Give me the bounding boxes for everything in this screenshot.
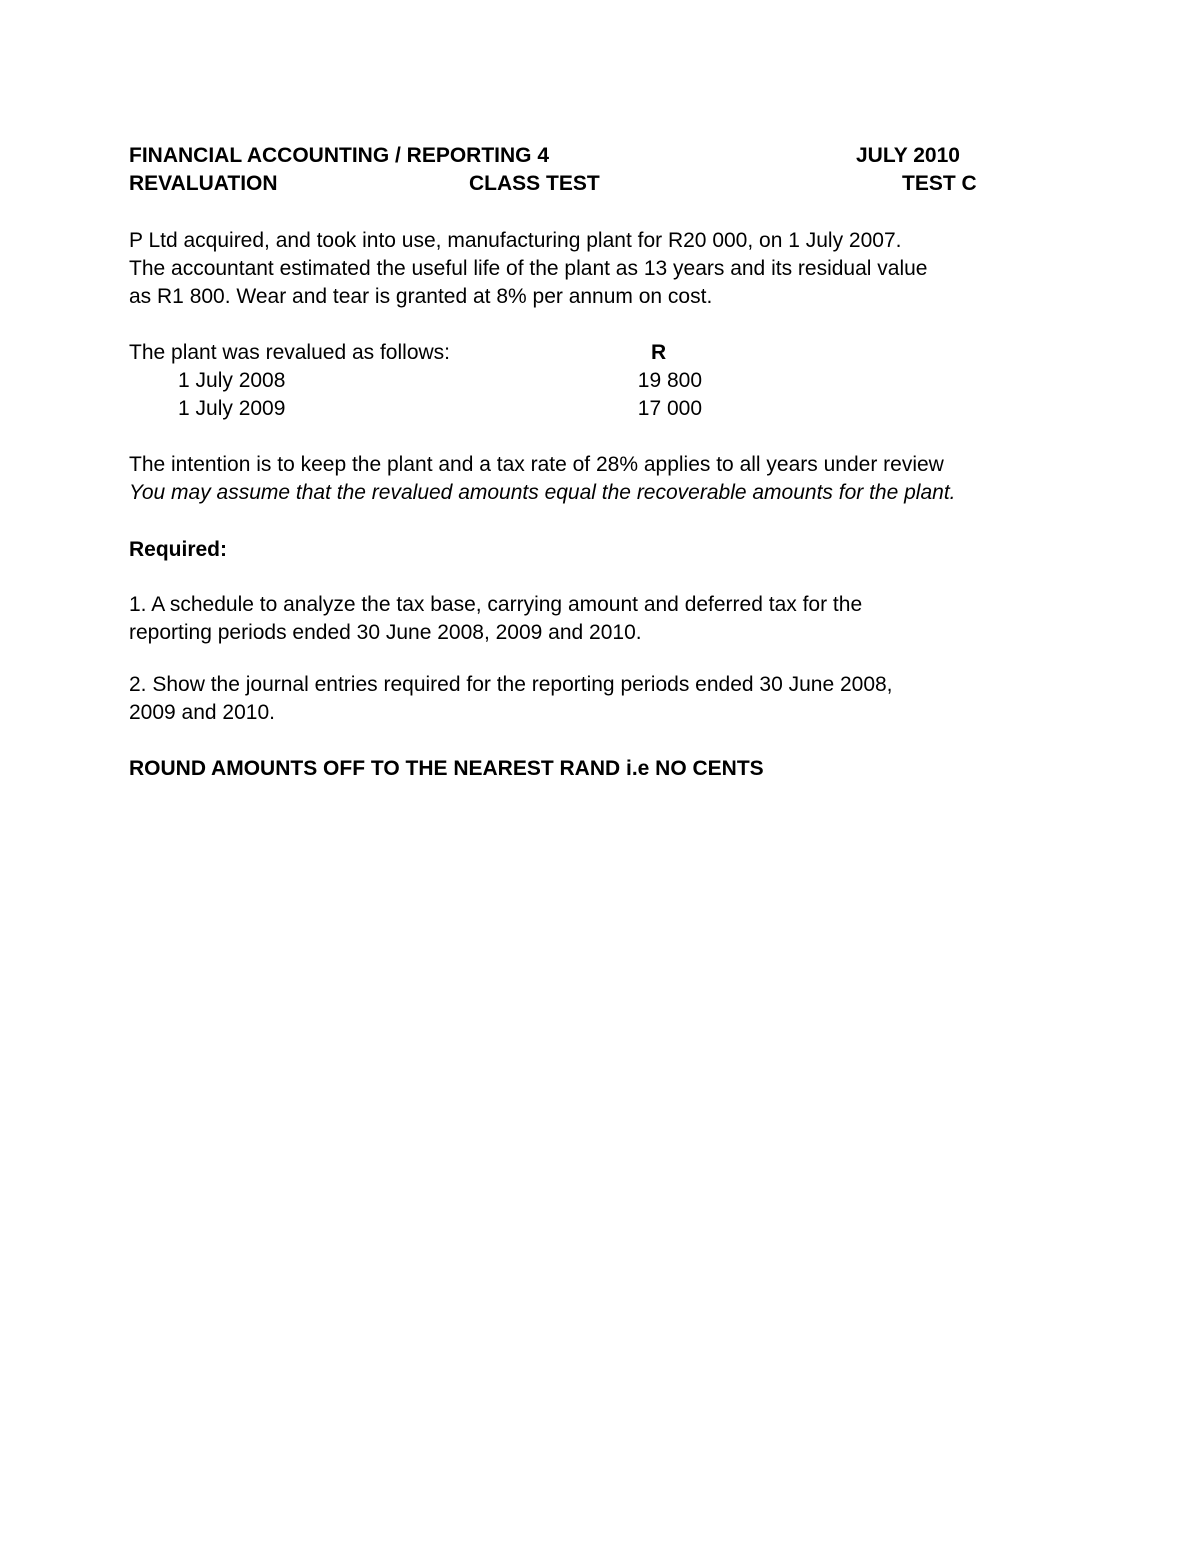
intro-line-1: P Ltd acquired, and took into use, manufacturing plant for R20 000, on 1 July 2007. xyxy=(129,229,902,252)
topic-title: REVALUATION xyxy=(129,172,278,195)
revaluation-date-2: 1 July 2009 xyxy=(178,397,286,420)
currency-header: R xyxy=(651,341,667,364)
revaluation-heading: The plant was revalued as follows: xyxy=(129,341,450,364)
course-title: FINANCIAL ACCOUNTING / REPORTING 4 xyxy=(129,144,550,167)
test-type: CLASS TEST xyxy=(469,172,600,195)
intro-line-3: as R1 800. Wear and tear is granted at 8% per annum on cost. xyxy=(129,285,713,308)
intro-line-2: The accountant estimated the useful life of the plant as 13 years and its residual value xyxy=(129,257,928,280)
intention-note: The intention is to keep the plant and a tax rate of 28% applies to all years under review xyxy=(129,453,944,476)
revaluation-amount-1: 19 800 xyxy=(637,369,702,392)
revaluation-amount-2: 17 000 xyxy=(637,397,702,420)
rounding-instruction: ROUND AMOUNTS OFF TO THE NEAREST RAND i.e NO CENTS xyxy=(129,757,764,780)
test-date: JULY 2010 xyxy=(856,144,960,167)
required-item-2-line-1: 2. Show the journal entries required for the reporting periods ended 30 June 2008, xyxy=(129,673,893,696)
required-heading: Required: xyxy=(129,538,228,561)
assumption-note: You may assume that the revalued amounts equal the recoverable amounts for the plant. xyxy=(129,481,956,504)
required-item-1-line-1: 1. A schedule to analyze the tax base, carrying amount and deferred tax for the xyxy=(129,593,863,616)
required-item-1-line-2: reporting periods ended 30 June 2008, 2009 and 2010. xyxy=(129,621,642,644)
required-item-2-line-2: 2009 and 2010. xyxy=(129,701,275,724)
revaluation-date-1: 1 July 2008 xyxy=(178,369,286,392)
test-id: TEST C xyxy=(902,172,977,195)
